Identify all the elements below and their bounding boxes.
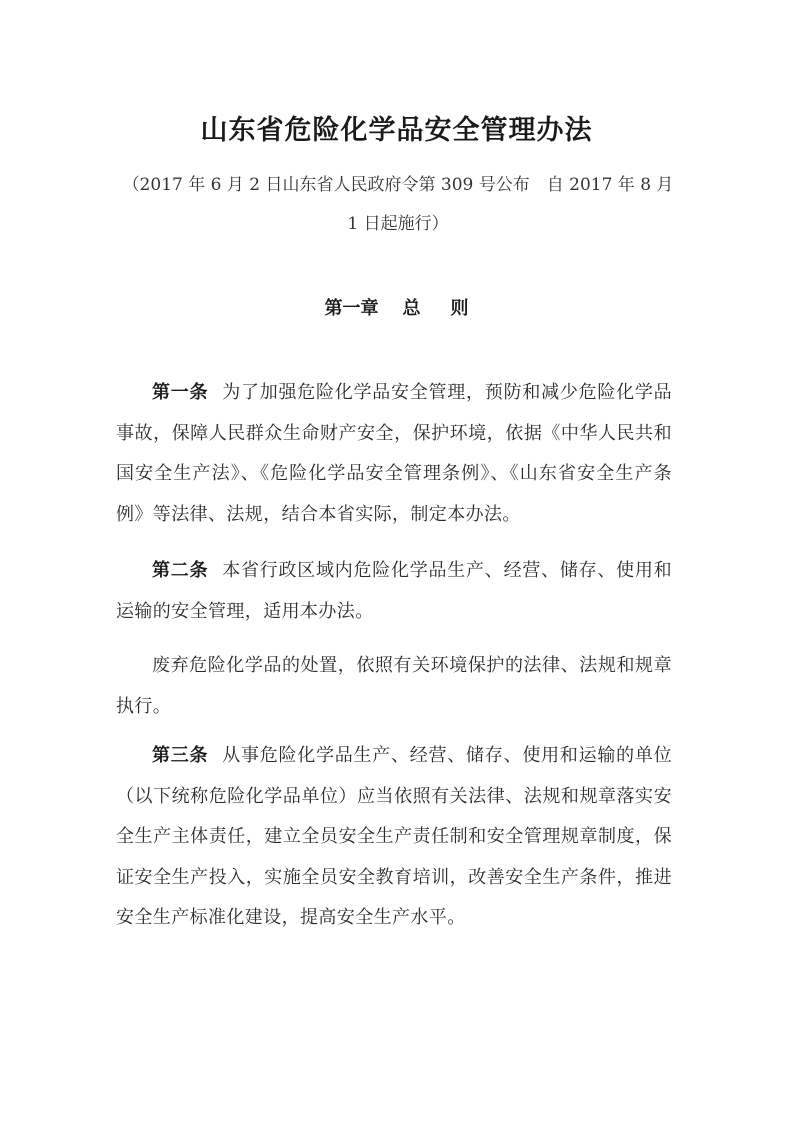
paragraph-article-3 xyxy=(116,736,672,939)
document-title: 山东省危险化学品安全管理办法 xyxy=(200,115,593,146)
article-text: 从事危险化学品生产、经营、储存、使用和运输的单位（以下统称危险化学品单位）应当依照有关法律、法规和规章落实安全生产主体责任，建立全员安全生产责任制和安全管理规章制度，保证安全生产投入，实施全员安全教育培训，改善安全生产条件，推进安全生产标准化建设，提高安全生产水平。 xyxy=(116,745,672,928)
chapter-name-part1: 总 xyxy=(402,298,421,319)
paragraph-article-2-cont xyxy=(116,646,672,727)
article-label: 第一条 xyxy=(152,382,209,403)
chapter-number: 第一章 xyxy=(324,298,379,319)
chapter-name-part2: 则 xyxy=(450,298,469,319)
document-subtitle: （2017 年 6 月 2 日山东省人民政府令第 309 号公布 自 2017 年 8 月 1 日起施行） xyxy=(122,175,674,234)
article-label: 第三条 xyxy=(152,745,209,766)
article-text: 为了加强危险化学品安全管理，预防和减少危险化学品事故，保障人民群众生命财产安全，保护环境，依据《中华人民共和国安全生产法》、《危险化学品安全管理条例》、《山东省安全生产条例》等法律、法规，结合本省实际，制定本办法。 xyxy=(116,382,672,525)
article-text: 废弃危险化学品的处置，依照有关环境保护的法律、法规和规章执行。 xyxy=(116,655,672,717)
article-label: 第二条 xyxy=(152,560,209,581)
chapter-heading xyxy=(0,294,793,320)
paragraph-article-1 xyxy=(116,373,672,535)
article-text: 本省行政区域内危险化学品生产、经营、储存、使用和运输的安全管理，适用本办法。 xyxy=(116,560,672,622)
paragraph-article-2 xyxy=(116,551,672,632)
